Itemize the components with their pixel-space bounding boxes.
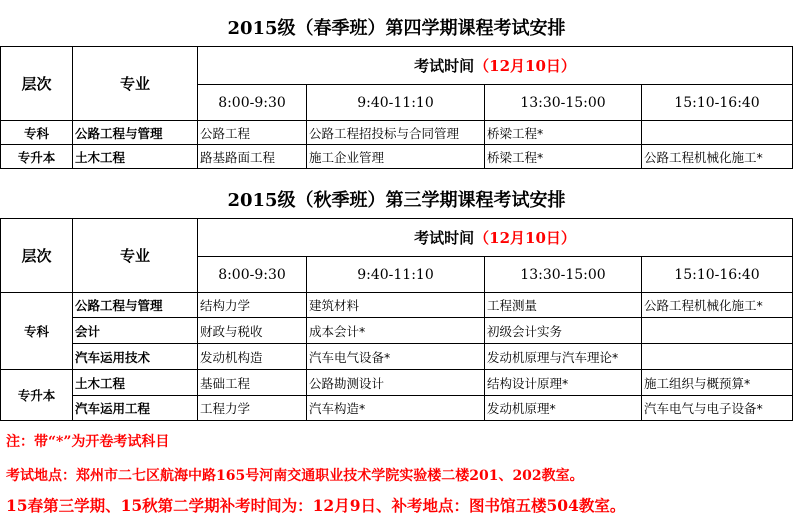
slot-1: 8:00-9:30	[198, 257, 307, 293]
header-exam-time	[198, 219, 793, 257]
table-row	[1, 344, 793, 370]
course-cell: 公路勘测设计	[307, 370, 485, 396]
slot-2: 9:40-11:10	[307, 257, 485, 293]
exam-time-label: 考试时间	[414, 57, 475, 75]
header-level: 层次	[1, 219, 73, 293]
spring-title: 2015级（春季班）第四学期课程考试安排	[227, 18, 566, 39]
header-exam-time	[198, 47, 793, 85]
course-cell: 发动机原理*	[485, 396, 642, 421]
course-cell: 桥梁工程*	[485, 145, 642, 169]
course-cell: 建筑材料	[307, 293, 485, 318]
table-row	[1, 293, 793, 318]
major-cell: 会计	[73, 318, 198, 344]
course-cell: 发动机构造	[198, 344, 307, 370]
course-cell: 路基路面工程	[198, 145, 307, 169]
table-row	[1, 370, 793, 396]
course-cell: 工程测量	[485, 293, 642, 318]
slot-4: 15:10-16:40	[642, 257, 793, 293]
course-cell: 桥梁工程*	[485, 121, 642, 145]
course-cell: 成本会计*	[307, 318, 485, 344]
course-cell: 初级会计实务	[485, 318, 642, 344]
major-cell: 土木工程	[73, 370, 198, 396]
major-cell: 汽车运用工程	[73, 396, 198, 421]
course-cell: 工程力学	[198, 396, 307, 421]
slot-4: 15:10-16:40	[642, 85, 793, 121]
header-level: 层次	[1, 47, 73, 121]
exam-time-label: 考试时间	[414, 229, 475, 247]
slot-3: 13:30-15:00	[485, 257, 642, 293]
course-cell: 公路工程机械化施工*	[642, 293, 793, 318]
course-cell: 汽车构造*	[307, 396, 485, 421]
level-cell: 专升本	[1, 145, 73, 169]
exam-date: （12月10日）	[474, 229, 576, 247]
slot-3: 13:30-15:00	[485, 85, 642, 121]
open-book-note: 注：带“*”为开卷考试科目	[6, 434, 170, 450]
autumn-schedule-table	[0, 218, 793, 421]
level-cell: 专科	[1, 293, 73, 370]
header-major: 专业	[73, 219, 198, 293]
major-cell: 公路工程与管理	[73, 293, 198, 318]
course-cell	[642, 344, 793, 370]
course-cell: 结构设计原理*	[485, 370, 642, 396]
table-row	[1, 121, 793, 145]
course-cell	[642, 121, 793, 145]
major-cell: 土木工程	[73, 145, 198, 169]
course-cell: 公路工程	[198, 121, 307, 145]
level-cell: 专科	[1, 121, 73, 145]
exam-date: （12月10日）	[474, 57, 576, 75]
header-major: 专业	[73, 47, 198, 121]
autumn-title: 2015级（秋季班）第三学期课程考试安排	[227, 190, 566, 211]
level-cell: 专升本	[1, 370, 73, 421]
course-cell: 施工企业管理	[307, 145, 485, 169]
course-cell: 施工组织与概预算*	[642, 370, 793, 396]
table-row	[1, 318, 793, 344]
table-row	[1, 396, 793, 421]
major-cell: 汽车运用技术	[73, 344, 198, 370]
exam-location-note: 考试地点：郑州市二七区航海中路165号河南交通职业技术学院实验楼二楼201、202教室。	[6, 468, 584, 484]
major-cell: 公路工程与管理	[73, 121, 198, 145]
course-cell: 财政与税收	[198, 318, 307, 344]
course-cell: 公路工程招投标与合同管理	[307, 121, 485, 145]
table-row	[1, 145, 793, 169]
course-cell	[642, 318, 793, 344]
course-cell: 公路工程机械化施工*	[642, 145, 793, 169]
spring-schedule-table	[0, 46, 793, 169]
course-cell: 发动机原理与汽车理论*	[485, 344, 642, 370]
course-cell: 基础工程	[198, 370, 307, 396]
makeup-exam-note: 15春第三学期、15秋第二学期补考时间为：12月9日、补考地点：图书馆五楼504教室。	[6, 496, 626, 515]
slot-1: 8:00-9:30	[198, 85, 307, 121]
course-cell: 汽车电气与电子设备*	[642, 396, 793, 421]
slot-2: 9:40-11:10	[307, 85, 485, 121]
course-cell: 汽车电气设备*	[307, 344, 485, 370]
course-cell: 结构力学	[198, 293, 307, 318]
